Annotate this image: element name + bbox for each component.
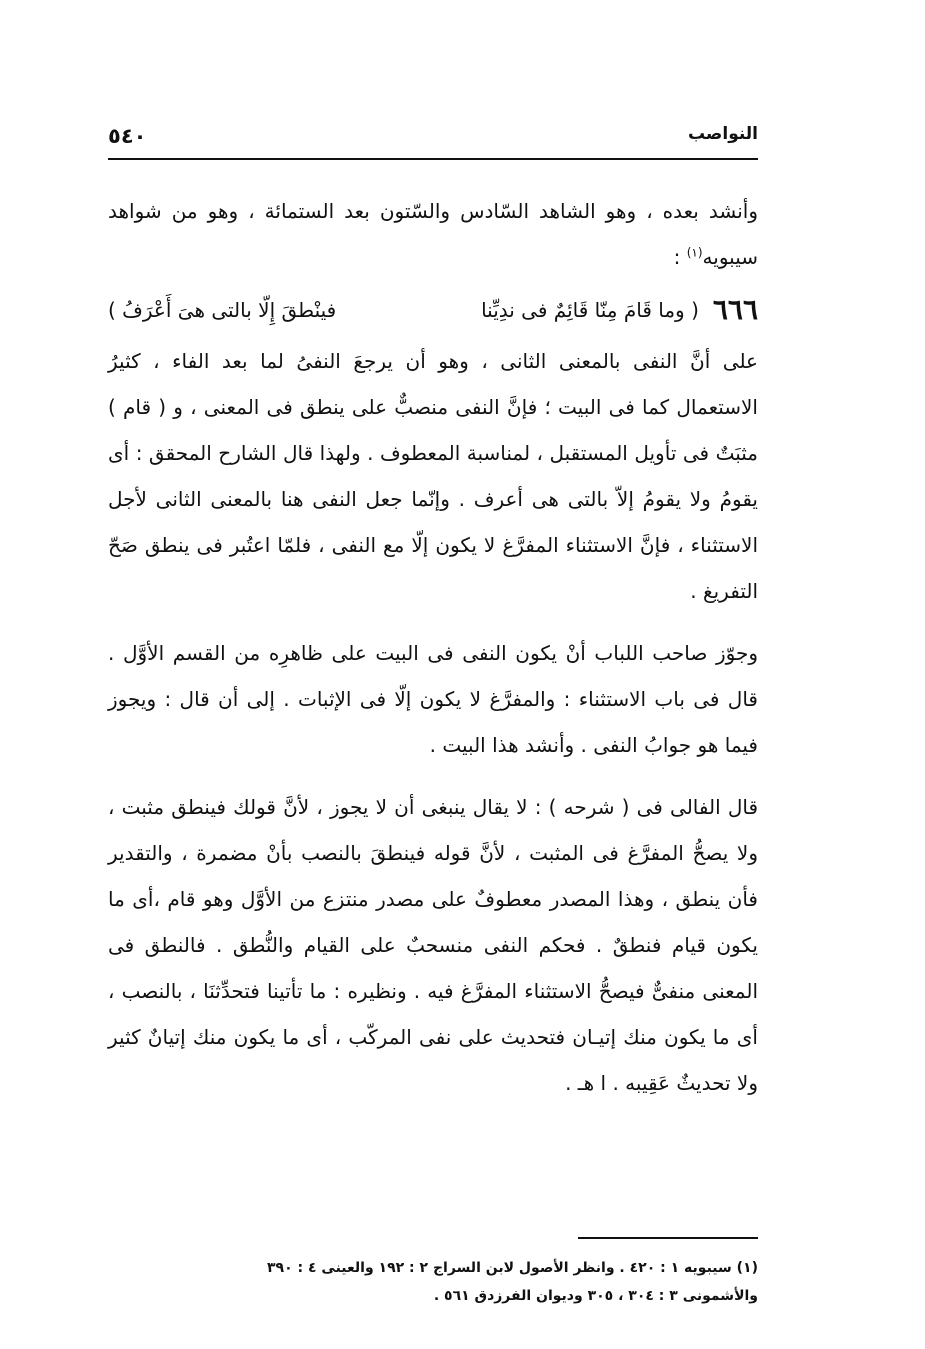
running-title: النواصب [687,124,758,144]
main-text [108,188,758,1122]
paragraph-commentary-1: على أنَّ النفى بالمعنى الثانى ، وهو أن يرجعَ النفىُ لما بعد الفاء ، كثيرُ الاستعمال كما فى البيت ؛ فإنَّ النفى منصبٌّ على ينطق فى المعنى ، و ( قام ) مثبَتٌ فى تأويل المستقبل ، لمناسبة المعطوف . ولهذا قال الشارح المحقق : أى يقومُ ولا يقومُ إلاّ بالتى هى أعرف . وإنّما جعل النفى هنا بالمعنى الثانى لأجل الاستثناء ، فإنَّ الاستثناء المفرَّغ لا يكون إلّا مع النفى ، فلمّا اعتُبر فى ينطق صَحّ التفريغ . [108,349,758,603]
intro-colon: : [673,245,687,269]
footnote-line-2: والأشمونى ٣ : ٣٠٤ ، ٣٠٥ وديوان الفرزدق ٥٦١ . [433,1288,758,1304]
footnote-line-1: (١) سيبويه ١ : ٤٢٠ . وانظر الأصول لابن السراج ٢ : ١٩٢ والعينى ٤ : ٣٩٠ [266,1260,758,1276]
verse-number: ٦٦٦ [712,293,758,326]
header-rule [108,158,758,160]
intro-line-2: من شواهد سيبويه [108,199,758,269]
footnote-rule [578,1237,758,1239]
footnote-reference: (١) [686,245,703,260]
paragraph-commentary-2: وجوّز صاحب اللباب أنْ يكون النفى فى البيت على ظاهرِه من القسم الأوَّل . قال فى باب الاستثناء : والمفرَّغ لا يكون إلّا فى الإثبات . إلى أن قال : ويجوز فيما هو جوابُ النفى . وأنشد هذا البيت . [108,641,758,757]
verse-first-hemistich: ( وما قَامَ مِنّا قَائِمٌ فى ندِيِّنا [481,298,699,322]
page-number: ٥٤٠ [108,124,147,148]
poetry-verse [108,290,758,330]
intro-paragraph [108,188,758,280]
page-header [108,118,758,158]
verse-second-hemistich: فينْطقَ إِلّا بالتى هىَ أَعْرَفُ ) [108,298,337,322]
paragraph-commentary-3: قال الفالى فى ( شرحه ) : لا يقال ينبغى أن لا يجوز ، لأنَّ قولك فينطق مثبت ، ولا يصحُّ المفرَّغ فى المثبت ، لأنَّ قوله فينطقَ بالنصب بأنْ مضمرة ، والتقدير فأن ينطق ، وهذا المصدر معطوفٌ على مصدر منتزع من الأوَّل وهو قام ،أى ما يكون قيام فنطقٌ . فحكم النفى منسحبٌ على القيام والنُّطق . فالنطق فى المعنى منفىٌّ فيصحُّ الاستثناء المفرَّغ فيه . ونظيره : ما تأتينا فتحدِّثنَا ، بالنصب ، أى ما يكون منك إتيـان فتحديث على نفى المركّب ، أى ما يكون منك إتيانٌ كثير ولا تحديثٌ عَقِيبه . ا هـ . [108,795,758,1095]
intro-line-1: وأنشد بعده ، وهو الشاهد السّادس والسّتون بعد الستمائة ، وهو [207,199,758,223]
footnotes [108,1254,758,1310]
